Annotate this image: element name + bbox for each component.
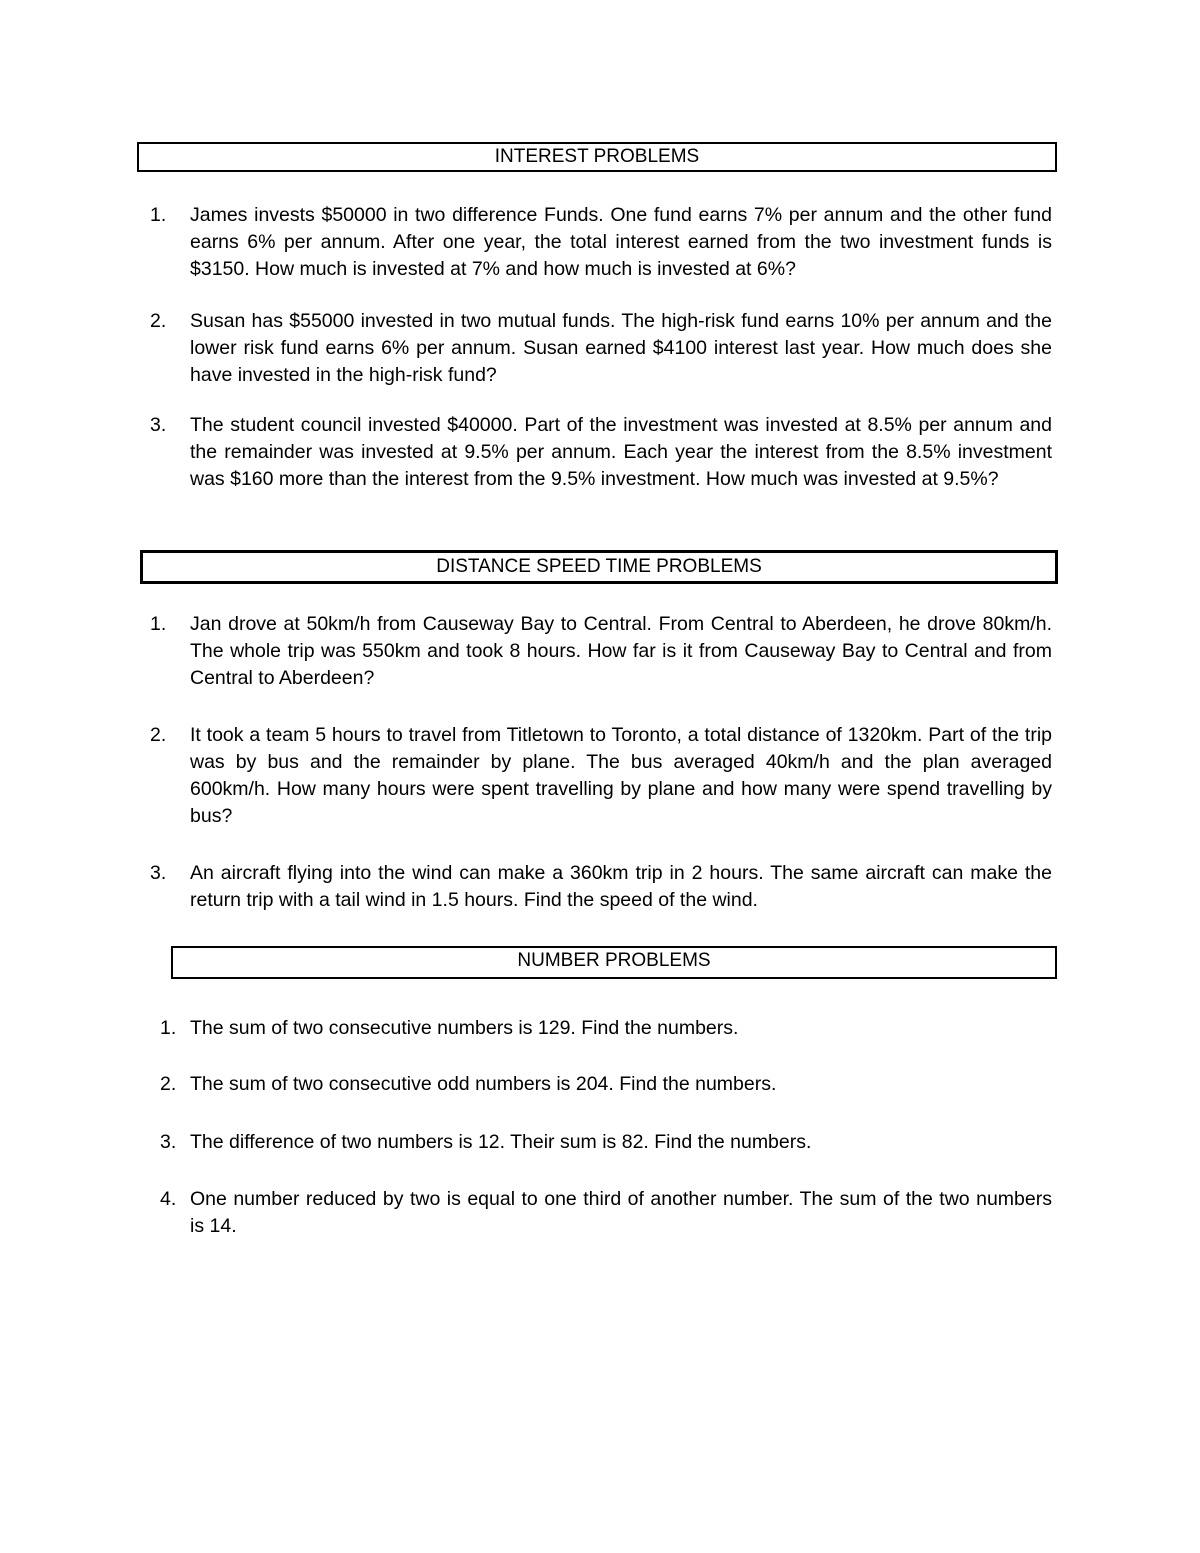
problem-item: [150, 722, 1052, 830]
section-heading-distance: [140, 550, 1058, 584]
problem-text: One number reduced by two is equal to one third of another number. The sum of the two numbers is 14.: [190, 1188, 1052, 1237]
problem-number: 3.: [150, 414, 167, 436]
problem-number: 2.: [150, 310, 167, 332]
problem-item: [160, 1071, 1052, 1098]
problem-text: The sum of two consecutive odd numbers is 204. Find the numbers.: [190, 1073, 777, 1095]
problem-number: 1.: [150, 613, 167, 635]
problem-item: [150, 202, 1052, 283]
problem-item: [160, 1129, 1052, 1156]
problem-text: James invests $50000 in two difference Funds. One fund earns 7% per annum and the other fund earns 6% per annum. After one year, the total interest earned from the two investment funds is $3150. How much is invested at 7% and how much is invested at 6%?: [190, 204, 1052, 280]
problem-item: [150, 308, 1052, 389]
problem-number: 1.: [160, 1017, 177, 1039]
problem-number: 4.: [160, 1188, 177, 1210]
problem-text: The difference of two numbers is 12. Their sum is 82. Find the numbers.: [190, 1131, 812, 1153]
problem-number: 1.: [150, 204, 167, 226]
problem-text: It took a team 5 hours to travel from Titletown to Toronto, a total distance of 1320km. Part of the trip was by bus and the remainder by plane. The bus averaged 40km/h and the plan averaged 600km/h. How many hours were spent travelling by plane and how many were spend travelling by bus?: [190, 724, 1052, 827]
problem-text: Susan has $55000 invested in two mutual funds. The high-risk fund earns 10% per annum and the lower risk fund earns 6% per annum. Susan earned $4100 interest last year. How much does she have invested in the high-risk fund?: [190, 310, 1052, 386]
problem-number: 3.: [150, 862, 167, 884]
problem-item: [150, 860, 1052, 914]
problem-item: [160, 1186, 1052, 1240]
problem-text: The student council invested $40000. Part of the investment was invested at 8.5% per annum and the remainder was invested at 9.5% per annum. Each year the interest from the 8.5% investment was $160 more than the interest from the 9.5% investment. How much was invested at 9.5%?: [190, 414, 1052, 490]
section-title: NUMBER PROBLEMS: [517, 950, 711, 971]
problem-text: The sum of two consecutive numbers is 129. Find the numbers.: [190, 1017, 739, 1039]
problem-number: 2.: [150, 724, 167, 746]
section-heading-interest: [137, 142, 1057, 172]
problem-item: [150, 412, 1052, 493]
problem-text: An aircraft flying into the wind can make a 360km trip in 2 hours. The same aircraft can make the return trip with a tail wind in 1.5 hours. Find the speed of the wind.: [190, 862, 1052, 911]
problem-text: Jan drove at 50km/h from Causeway Bay to Central. From Central to Aberdeen, he drove 80km/h. The whole trip was 550km and took 8 hours. How far is it from Causeway Bay to Central and from Central to Aberdeen?: [190, 613, 1052, 689]
problem-item: [160, 1015, 1052, 1042]
section-title: DISTANCE SPEED TIME PROBLEMS: [436, 556, 762, 577]
section-title: INTEREST PROBLEMS: [494, 146, 700, 167]
problem-item: [150, 611, 1052, 692]
problem-number: 2.: [160, 1073, 177, 1095]
section-heading-number: [171, 946, 1057, 979]
problem-number: 3.: [160, 1131, 177, 1153]
